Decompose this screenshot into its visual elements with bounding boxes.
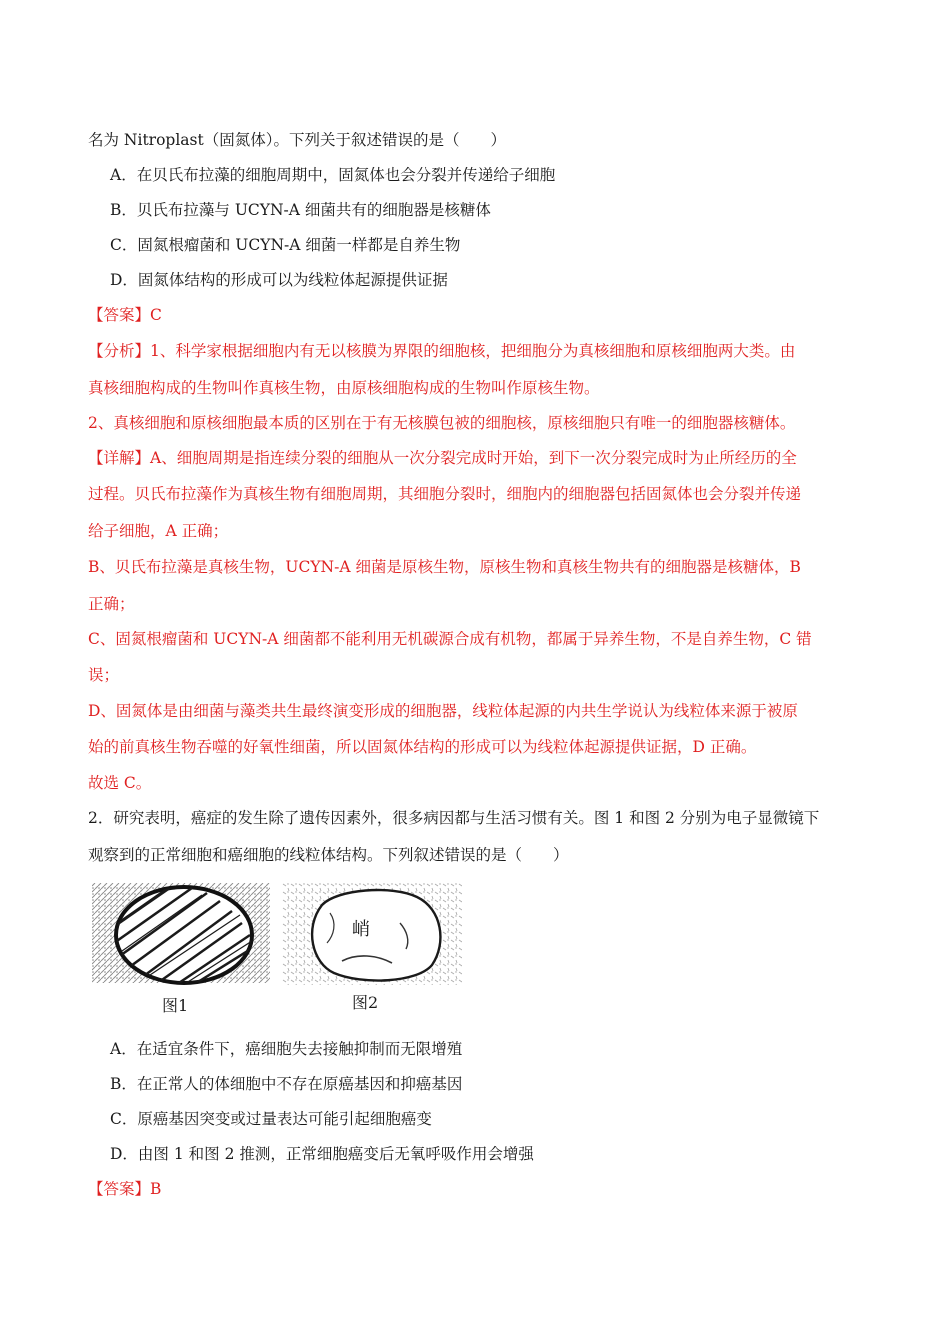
q2-option-a: A．在适宜条件下，癌细胞失去接触抑制而无限增殖	[110, 1040, 463, 1058]
q2-option-d: D．由图 1 和图 2 推测，正常细胞癌变后无氧呼吸作用会增强	[110, 1145, 534, 1163]
q1-detail-line-2: 过程。贝氏布拉藻作为真核生物有细胞周期，其细胞分裂时，细胞内的细胞器包括固氮体也会分裂并传递	[88, 485, 802, 503]
q1-option-c: C．固氮根瘤菌和 UCYN-A 细菌一样都是自养生物	[110, 236, 461, 254]
q2-stem-line-1: 2．研究表明，癌症的发生除了遗传因素外，很多病因都与生活习惯有关。图 1 和图 2 分别为电子显微镜下	[88, 809, 820, 827]
q2-answer-value: B	[150, 1180, 162, 1198]
figure-2-cancer-mitochondrion	[282, 883, 462, 991]
figure-1-normal-mitochondrion	[92, 883, 270, 991]
q1-option-a: A．在贝氏布拉藻的细胞周期中，固氮体也会分裂并传递给子细胞	[110, 166, 556, 184]
q2-option-b: B．在正常人的体细胞中不存在原癌基因和抑癌基因	[110, 1075, 463, 1093]
q1-conclusion: 故选 C。	[88, 774, 152, 792]
q1-option-d: D．固氮体结构的形成可以为线粒体起源提供证据	[110, 271, 448, 289]
q1-analysis-line-1: 【分析】1、科学家根据细胞内有无以核膜为界限的细胞核，把细胞分为真核细胞和原核细胞两大类。由	[88, 342, 796, 360]
q1-detail-line-1: 【详解】A、细胞周期是指连续分裂的细胞从一次分裂完成时开始，到下一次分裂完成时为止所经历的全	[88, 449, 797, 467]
q1-detail-line-4: B、贝氏布拉藻是真核生物，UCYN-A 细菌是原核生物，原核生物和真核生物共有的细胞器是核糖体，B	[88, 558, 801, 576]
q1-detail-line-5: 正确；	[88, 595, 135, 613]
q1-detail-line-6: C、固氮根瘤菌和 UCYN-A 细菌都不能利用无机碳源合成有机物，都属于异养生物，不是自养生物，C 错	[88, 630, 812, 648]
q1-stem: 名为 Nitroplast（固氮体）。下列关于叙述错误的是（ ）	[88, 131, 506, 149]
q1-detail-line-8: D、固氮体是由细菌与藻类共生最终演变形成的细胞器，线粒体起源的内共生学说认为线粒体来源于被原	[88, 702, 798, 720]
q2-answer	[88, 1179, 161, 1199]
q1-analysis-line-2: 真核细胞构成的生物叫作真核生物，由原核细胞构成的生物叫作原核生物。	[88, 379, 600, 397]
q2-stem-line-2: 观察到的正常细胞和癌细胞的线粒体结构。下列叙述错误的是（ ）	[88, 846, 569, 864]
figure-2-inner-label: 峭	[352, 919, 370, 940]
figure-1-caption: 图1	[162, 996, 189, 1015]
figure-2-caption: 图2	[352, 993, 379, 1012]
q1-option-b: B．贝氏布拉藻与 UCYN-A 细菌共有的细胞器是核糖体	[110, 201, 491, 219]
q2-option-c: C．原癌基因突变或过量表达可能引起细胞癌变	[110, 1110, 432, 1128]
q1-detail-line-7: 误；	[88, 666, 120, 684]
q1-analysis-line-3: 2、真核细胞和原核细胞最本质的区别在于有无核膜包被的细胞核，原核细胞只有唯一的细胞器核糖体。	[88, 414, 796, 432]
q1-detail-line-3: 给子细胞，A 正确；	[88, 522, 229, 540]
q2-answer-label: 【答案】	[88, 1180, 151, 1198]
q1-detail-line-9: 始的前真核生物吞噬的好氧性细菌，所以固氮体结构的形成可以为线粒体起源提供证据，D 正确。	[88, 738, 757, 756]
q1-answer: 【答案】C	[88, 306, 162, 324]
